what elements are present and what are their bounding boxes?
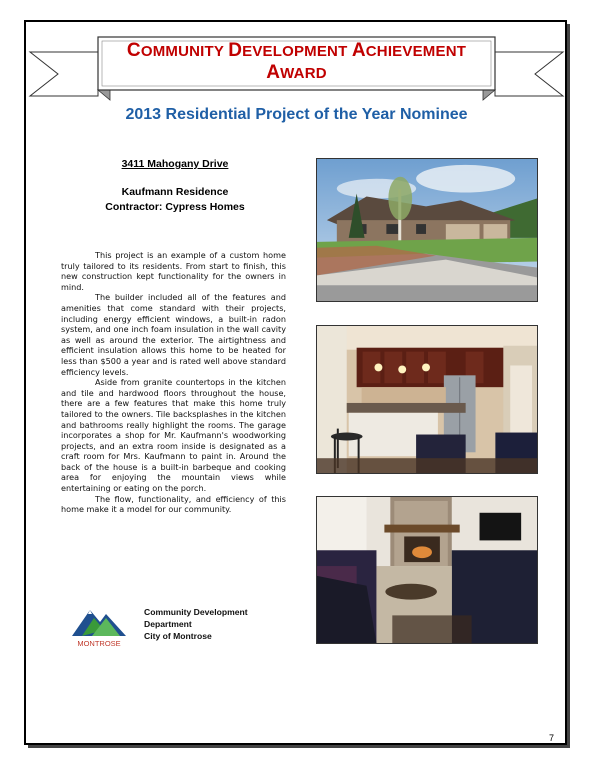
page-shadow-bottom bbox=[28, 745, 570, 748]
dept-line: Department bbox=[144, 619, 192, 629]
paragraph: This project is an example of a custom home truly tailored to its residents. From start to finish, this new construction kept functionality for the owners in mind. bbox=[61, 250, 286, 292]
exterior-photo bbox=[316, 158, 538, 302]
living-room-photo bbox=[316, 496, 538, 644]
award-title: COMMUNITY DEVELOPMENT ACHIEVEMENT AWARD bbox=[126, 40, 467, 83]
dept-line: Community Development bbox=[144, 607, 248, 617]
page-shadow-right bbox=[567, 24, 570, 748]
page-number: 7 bbox=[549, 733, 555, 743]
nominee-subtitle: 2013 Residential Project of the Year Nominee bbox=[125, 106, 468, 123]
logo-text: MONTROSE bbox=[77, 639, 121, 648]
dept-line: City of Montrose bbox=[144, 631, 212, 641]
montrose-logo bbox=[70, 604, 128, 648]
project-address: 3411 Mahogany Drive bbox=[121, 158, 229, 170]
residence-name: Kaufmann Residence bbox=[121, 186, 229, 198]
kitchen-photo bbox=[316, 325, 538, 474]
department-info bbox=[144, 606, 248, 642]
paragraph: The flow, functionality, and efficiency of this home make it a model for our community. bbox=[61, 493, 286, 515]
paragraph: The builder included all of the features and amenities that come standard with their projects, including energy efficient windows, a built-in radon system, and one inch foam insulation in the wall cavity as well as around the exterior. The airtightness and efficient insulation allows this home to be heated for less than $500 a year and is rated well above standard efficiency levels. bbox=[61, 292, 286, 377]
paragraph: Aside from granite countertops in the kitchen and tile and hardwood floors throughout the house, there are a few features that make this home truly tailored to the owners. Tile backsplashes in the kitchen and bathrooms really highlight the rooms. The garage incorporates a shop for Mr. Kaufmann's woodworking projects, and an extra room inside is designated as a craft room for Mrs. Kaufmann to paint in. Around the back of the house is a built-in barbeque and cooking area for enjoying the mountain views while entertaining or eating on the porch. bbox=[61, 377, 286, 494]
contractor-name: Contractor: Cypress Homes bbox=[105, 201, 245, 213]
project-description bbox=[61, 250, 286, 515]
